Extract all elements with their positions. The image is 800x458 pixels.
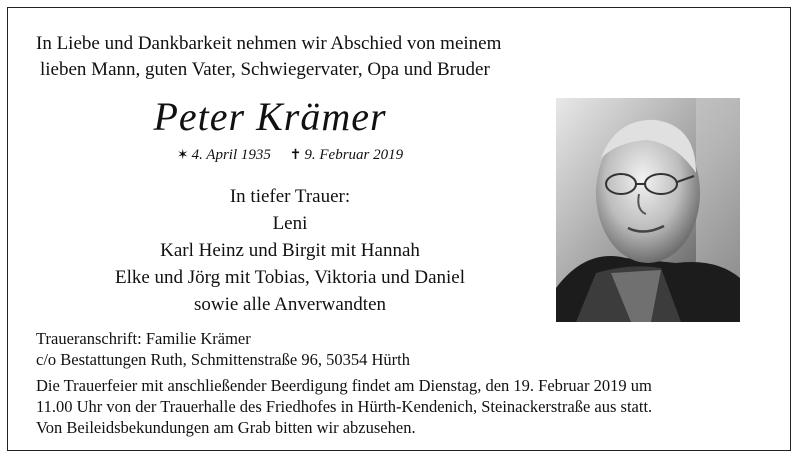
mourner-line: Karl Heinz und Birgit mit Hannah — [160, 240, 420, 261]
address-line-1: Traueranschrift: Familie Krämer — [36, 329, 251, 348]
address-line-2: c/o Bestattungen Ruth, Schmittenstraße 96, 50354 Hürth — [36, 350, 410, 369]
intro-line-1: In Liebe und Dankbarkeit nehmen wir Abschied von meinem — [36, 33, 502, 54]
mourner-line: sowie alle Anverwandten — [193, 294, 387, 315]
mourners-heading: In tiefer Trauer: — [229, 186, 351, 207]
portrait-photo — [556, 98, 740, 322]
birth-star-icon: ✶ — [176, 148, 189, 163]
death-cross-icon: ✝ — [289, 148, 302, 163]
death-date: 9. Februar 2019 — [304, 147, 404, 163]
intro-line-2: lieben Mann, guten Vater, Schwiegervater, Opa und Bruder — [40, 59, 490, 80]
mourner-line: Elke und Jörg mit Tobias, Viktoria und Daniel — [114, 267, 466, 288]
info-line: Von Beileidsbekundungen am Grab bitten wir abzusehen. — [36, 418, 416, 437]
info-line: 11.00 Uhr von der Trauerhalle des Friedhofes in Hürth-Kendenich, Steinackerstraße aus statt. — [36, 397, 653, 416]
mourner-line: Leni — [272, 213, 308, 234]
deceased-name: Peter Krämer — [153, 94, 387, 139]
birth-date: 4. April 1935 — [191, 147, 271, 163]
life-dates — [0, 147, 580, 164]
info-line: Die Trauerfeier mit anschließender Beerdigung findet am Dienstag, den 19. Februar 2019 um — [36, 376, 652, 395]
